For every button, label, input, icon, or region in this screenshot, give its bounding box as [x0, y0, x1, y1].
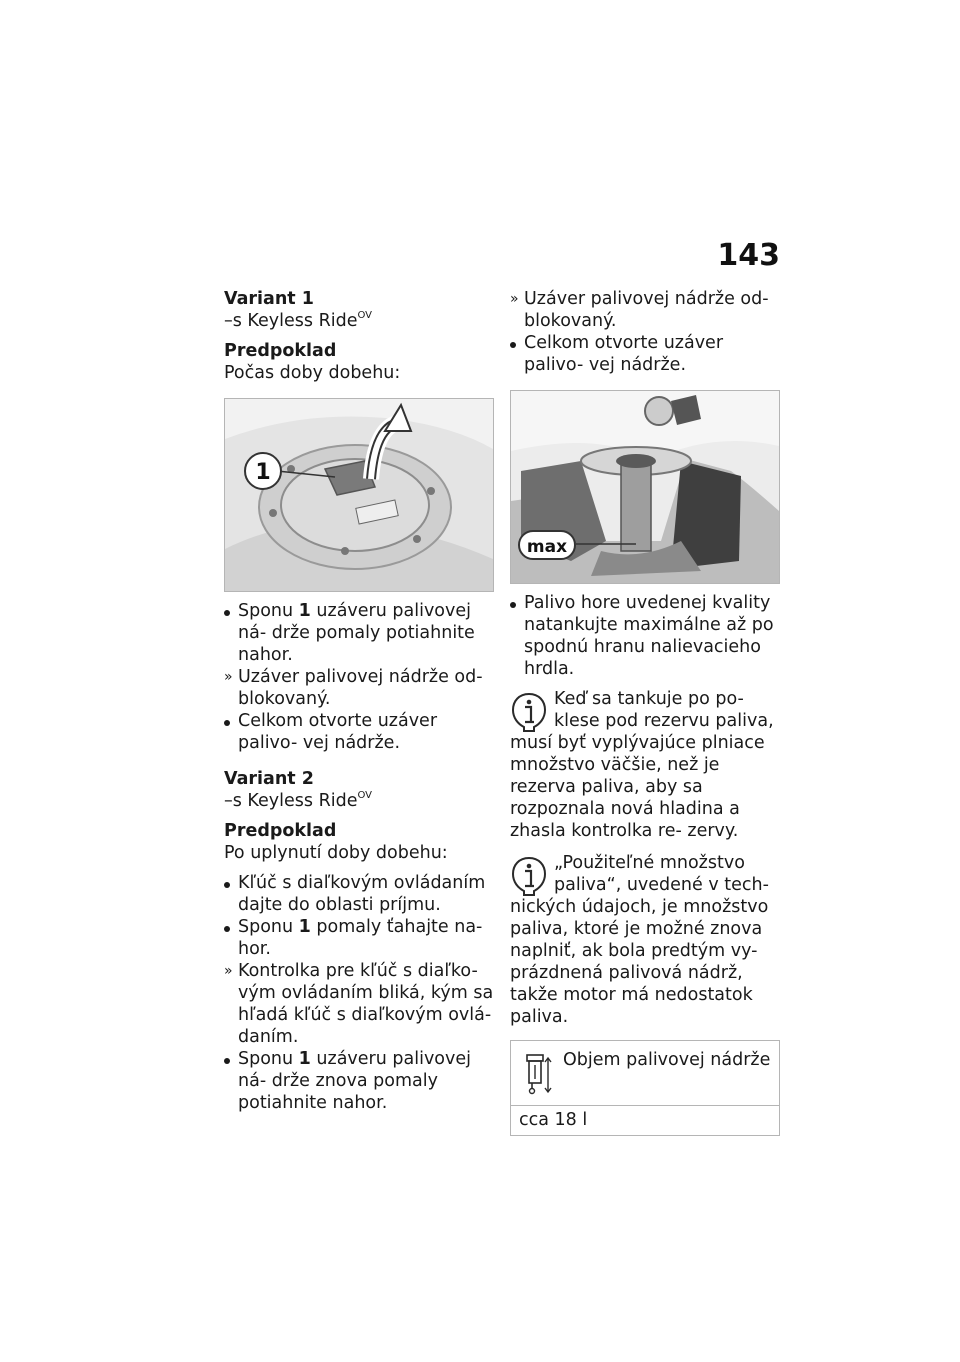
bullet-icon: [224, 1058, 230, 1064]
variant1-precondition-text: Počas doby dobehu:: [224, 363, 401, 383]
result-arrow-icon: »: [224, 669, 233, 685]
bullet-icon: [224, 610, 230, 616]
right-column: [510, 288, 780, 1136]
fuel-cap-figure: [224, 398, 494, 592]
spec-header: [511, 1041, 779, 1106]
step-item: Celkom otvorte uzáver palivo- vej nádrže.: [510, 332, 780, 376]
fuel-tank-capacity-icon: [523, 1051, 553, 1095]
result-arrow-icon: »: [510, 291, 519, 307]
spec-title: Objem palivovej nádrže: [563, 1050, 771, 1070]
info-icon: [510, 856, 548, 896]
bullet-icon: [510, 602, 516, 608]
spec-table: [510, 1040, 780, 1136]
result-arrow-icon: »: [224, 963, 233, 979]
variant2-heading: Variant 2: [224, 769, 314, 789]
info-note-body: nických údajoch, je množstvo paliva, ktoré je možné znova naplniť, ak bola predtým vy- prázdnená palivová nádrž, takže motor má nedostatok paliva.: [510, 897, 769, 1027]
step-item: Sponu 1 pomaly ťahajte na- hor.: [224, 916, 494, 960]
step-item: Sponu 1 uzáveru palivovej ná- drže pomaly potiahnite nahor.: [224, 600, 494, 666]
info-note-lead: Keď sa tankuje po po- klese pod rezervu paliva,: [554, 689, 774, 731]
info-note: [510, 852, 780, 1028]
info-note: [510, 688, 780, 842]
step-item: Kľúč s diaľkovým ovládaním dajte do oblasti príjmu.: [224, 872, 494, 916]
variant1-heading: Variant 1: [224, 289, 314, 309]
figure-label-1: 1: [255, 460, 271, 485]
figure-label-max: max: [526, 537, 568, 557]
info-note-lead: „Použiteľné množstvo paliva“, uvedené v tech-: [554, 853, 769, 895]
info-icon: [510, 692, 548, 732]
variant1-precondition-label: Predpoklad: [224, 341, 337, 361]
bullet-icon: [224, 882, 230, 888]
left-column: [224, 288, 494, 1114]
info-note-body: musí byť vyplývajúce plniace množstvo väčšie, než je rezerva paliva, aby sa rozpoznala nová hladina a zhasla kontrolka re- zervy.: [510, 733, 765, 841]
variant2-precondition-label: Predpoklad: [224, 821, 337, 841]
bullet-icon: [510, 342, 516, 348]
step-item: Celkom otvorte uzáver palivo- vej nádrže.: [224, 710, 494, 754]
step-item: Sponu 1 uzáveru palivovej ná- drže znova pomaly potiahnite nahor.: [224, 1048, 494, 1114]
bullet-icon: [224, 926, 230, 932]
variant2-subtitle: –s Keyless Ride$^{OV}$: [224, 790, 373, 811]
variant2-precondition-text: Po uplynutí doby dobehu:: [224, 843, 448, 863]
spec-value: cca 18 l: [519, 1110, 588, 1130]
result-item: » Kontrolka pre kľúč s diaľko- vým ovládaním bliká, kým sa hľadá kľúč s diaľkovým ovlá- daním.: [224, 961, 494, 1047]
step-item: Palivo hore uvedenej kvality natankujte maximálne až po spodnú hranu nalievacieho hrdla.: [510, 592, 780, 680]
page-number: 143: [717, 238, 780, 273]
result-item: » Uzáver palivovej nádrže od- blokovaný.: [224, 667, 483, 709]
fuel-cap-illustration: [225, 399, 493, 591]
result-item: » Uzáver palivovej nádrže od- blokovaný.: [510, 289, 769, 331]
variant1-subtitle: –s Keyless Ride$^{OV}$: [224, 310, 373, 331]
filler-neck-illustration: [511, 391, 779, 583]
filler-neck-figure: [510, 390, 780, 584]
bullet-icon: [224, 720, 230, 726]
